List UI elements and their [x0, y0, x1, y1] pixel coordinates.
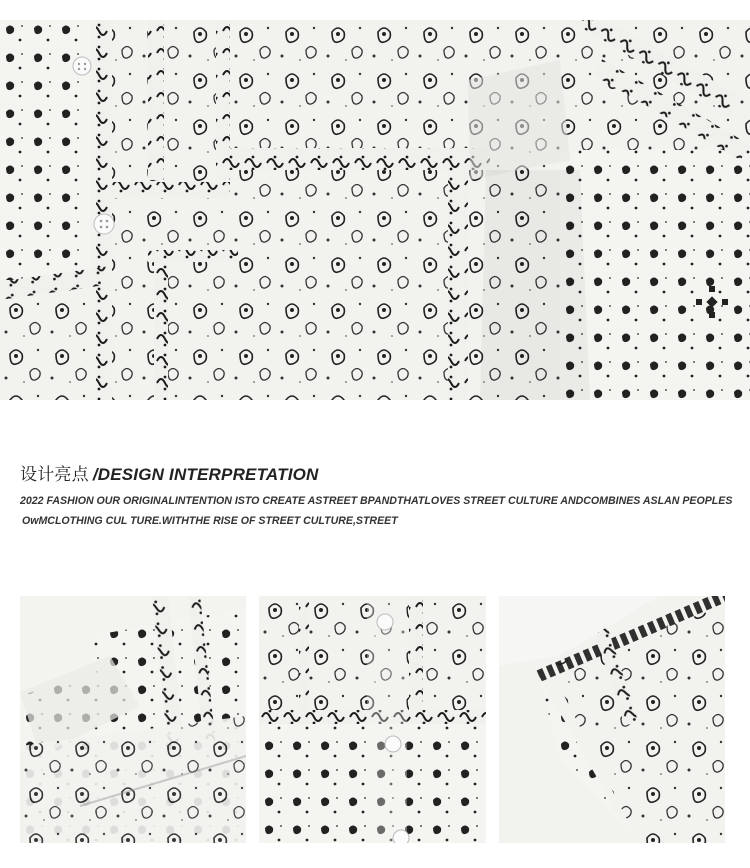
cuff-image — [20, 596, 246, 843]
section-title-en: /DESIGN INTERPRETATION — [92, 465, 319, 484]
hero-photo — [0, 20, 750, 400]
detail-photo-hem — [499, 596, 725, 843]
detail-photo-cuff — [20, 596, 246, 843]
section-description — [20, 491, 735, 531]
placket-image — [259, 596, 486, 843]
section-heading — [20, 460, 319, 485]
paisley-fabric-image — [0, 20, 750, 400]
hem-image — [499, 596, 725, 843]
description-line-2: OwMCLOTHING CUL TURE.WITHTHE RISE OF STREET CULTURE,STREET — [22, 515, 398, 527]
section-title-zh: 设计亮点 — [20, 465, 89, 484]
detail-photo-placket — [259, 596, 486, 843]
description-line-1: 2022 FASHION OUR ORIGINALINTENTION ISTO CREATE ASTREET BPANDTHATLOVES STREET CULTURE ANDCOMBINES ASLAN PEOPLES — [20, 495, 733, 507]
